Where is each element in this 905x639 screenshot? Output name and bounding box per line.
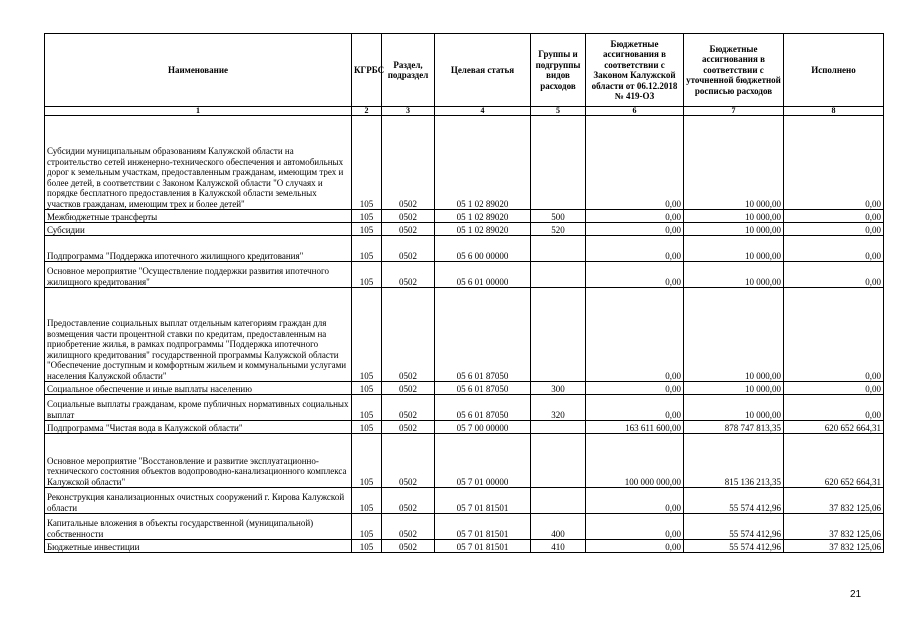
table-row	[45, 382, 884, 395]
header-number: 7	[684, 107, 784, 116]
cell-target-article: 05 6 00 00000	[435, 236, 531, 262]
cell-expense-type	[531, 116, 586, 210]
cell-kgrbs: 105	[352, 288, 382, 382]
cell-target-article: 05 7 01 81501	[435, 514, 531, 540]
header-number-row	[45, 107, 884, 116]
cell-razdel: 0502	[382, 421, 435, 434]
cell-name: Бюджетные инвестиции	[45, 540, 352, 553]
cell-executed: 0,00	[784, 116, 884, 210]
cell-name: Социальное обеспечение и иные выплаты населению	[45, 382, 352, 395]
cell-kgrbs: 105	[352, 210, 382, 223]
cell-revised-allocation: 55 574 412,96	[684, 488, 784, 514]
header-razdel: Раздел, подраздел	[382, 34, 435, 107]
header-executed: Исполнено	[784, 34, 884, 107]
cell-expense-type: 300	[531, 382, 586, 395]
cell-law-allocation: 0,00	[586, 488, 684, 514]
cell-law-allocation: 0,00	[586, 514, 684, 540]
cell-expense-type	[531, 288, 586, 382]
cell-razdel: 0502	[382, 488, 435, 514]
cell-target-article: 05 7 01 00000	[435, 434, 531, 488]
cell-kgrbs: 105	[352, 395, 382, 421]
table-row	[45, 540, 884, 553]
table-row	[45, 223, 884, 236]
cell-razdel: 0502	[382, 514, 435, 540]
table-row	[45, 514, 884, 540]
cell-law-allocation: 0,00	[586, 395, 684, 421]
cell-target-article: 05 6 01 00000	[435, 262, 531, 288]
header-number: 6	[586, 107, 684, 116]
cell-revised-allocation: 10 000,00	[684, 382, 784, 395]
cell-name: Социальные выплаты гражданам, кроме публичных нормативных социальных выплат	[45, 395, 352, 421]
cell-expense-type	[531, 262, 586, 288]
header-kgrbs: КГРБС	[352, 34, 382, 107]
header-number: 2	[352, 107, 382, 116]
cell-name: Подпрограмма "Чистая вода в Калужской области"	[45, 421, 352, 434]
cell-razdel: 0502	[382, 382, 435, 395]
cell-law-allocation: 163 611 600,00	[586, 421, 684, 434]
cell-expense-type: 400	[531, 514, 586, 540]
cell-name: Субсидии муниципальным образованиям Калужской области на строительство сетей инженерно-технического обеспечения и автомобильных дорог к земельным участкам, предоставленным гражданам, имеющим трех и более детей, в соответствии с Законом Калужской области "О случаях и порядке бесплатного предоставления в Калужской области земельных участков гражданам, имеющим трех и более детей"	[45, 116, 352, 210]
cell-executed: 37 832 125,06	[784, 514, 884, 540]
cell-law-allocation: 0,00	[586, 262, 684, 288]
cell-law-allocation: 100 000 000,00	[586, 434, 684, 488]
table-row	[45, 262, 884, 288]
cell-revised-allocation: 10 000,00	[684, 223, 784, 236]
table-row	[45, 236, 884, 262]
cell-law-allocation: 0,00	[586, 116, 684, 210]
header-expense-type: Группы и подгруппы видов расходов	[531, 34, 586, 107]
cell-expense-type	[531, 434, 586, 488]
cell-target-article: 05 6 01 87050	[435, 288, 531, 382]
table-row	[45, 488, 884, 514]
cell-revised-allocation: 10 000,00	[684, 262, 784, 288]
cell-revised-allocation: 878 747 813,35	[684, 421, 784, 434]
cell-executed: 37 832 125,06	[784, 540, 884, 553]
table-row	[45, 210, 884, 223]
cell-razdel: 0502	[382, 262, 435, 288]
page-number: 21	[850, 589, 862, 600]
header-number: 4	[435, 107, 531, 116]
cell-kgrbs: 105	[352, 514, 382, 540]
cell-expense-type: 500	[531, 210, 586, 223]
table-row	[45, 116, 884, 210]
cell-executed: 0,00	[784, 262, 884, 288]
header-row	[45, 34, 884, 107]
cell-kgrbs: 105	[352, 540, 382, 553]
cell-revised-allocation: 10 000,00	[684, 210, 784, 223]
cell-expense-type	[531, 488, 586, 514]
cell-law-allocation: 0,00	[586, 236, 684, 262]
cell-razdel: 0502	[382, 434, 435, 488]
cell-executed: 0,00	[784, 288, 884, 382]
cell-kgrbs: 105	[352, 262, 382, 288]
cell-executed: 0,00	[784, 395, 884, 421]
table-row	[45, 395, 884, 421]
cell-revised-allocation: 55 574 412,96	[684, 514, 784, 540]
cell-revised-allocation: 10 000,00	[684, 395, 784, 421]
cell-revised-allocation: 815 136 213,35	[684, 434, 784, 488]
cell-law-allocation: 0,00	[586, 540, 684, 553]
cell-name: Межбюджетные трансферты	[45, 210, 352, 223]
header-law-allocation: Бюджетные ассигнования в соответствии с Законом Калужской области от 06.12.2018 № 419-ОЗ	[586, 34, 684, 107]
cell-expense-type: 320	[531, 395, 586, 421]
cell-kgrbs: 105	[352, 488, 382, 514]
cell-expense-type	[531, 236, 586, 262]
cell-name: Подпрограмма "Поддержка ипотечного жилищного кредитования"	[45, 236, 352, 262]
cell-name: Субсидии	[45, 223, 352, 236]
cell-executed: 0,00	[784, 223, 884, 236]
cell-name: Основное мероприятие "Восстановление и развитие эксплуатационно-технического состояния объектов водопроводно-канализационного комплекса Калужской области"	[45, 434, 352, 488]
cell-executed: 37 832 125,06	[784, 488, 884, 514]
cell-target-article: 05 6 01 87050	[435, 382, 531, 395]
header-revised-allocation: Бюджетные ассигнования в соответствии с уточненной бюджетной росписью расходов	[684, 34, 784, 107]
cell-target-article: 05 7 00 00000	[435, 421, 531, 434]
budget-table	[44, 33, 884, 553]
cell-kgrbs: 105	[352, 116, 382, 210]
cell-name: Предоставление социальных выплат отдельным категориям граждан для возмещения части процентной ставки по кредитам, предоставленным на приобретение жилья, в рамках подпрограммы "Поддержка ипотечного жилищного кредитования" государственной программы Калужской области "Обеспечение доступным и комфортным жильем и коммунальными услугами населения Калужской области"	[45, 288, 352, 382]
cell-revised-allocation: 10 000,00	[684, 116, 784, 210]
cell-razdel: 0502	[382, 236, 435, 262]
cell-executed: 620 652 664,31	[784, 421, 884, 434]
cell-razdel: 0502	[382, 210, 435, 223]
header-number: 3	[382, 107, 435, 116]
cell-kgrbs: 105	[352, 236, 382, 262]
cell-name: Основное мероприятие "Осуществление поддержки развития ипотечного жилищного кредитования"	[45, 262, 352, 288]
header-target-article: Целевая статья	[435, 34, 531, 107]
cell-kgrbs: 105	[352, 434, 382, 488]
cell-law-allocation: 0,00	[586, 288, 684, 382]
cell-target-article: 05 1 02 89020	[435, 210, 531, 223]
cell-target-article: 05 6 01 87050	[435, 395, 531, 421]
cell-executed: 0,00	[784, 236, 884, 262]
cell-target-article: 05 1 02 89020	[435, 223, 531, 236]
header-number: 1	[45, 107, 352, 116]
cell-target-article: 05 7 01 81501	[435, 540, 531, 553]
cell-executed: 0,00	[784, 210, 884, 223]
cell-kgrbs: 105	[352, 382, 382, 395]
cell-law-allocation: 0,00	[586, 210, 684, 223]
cell-expense-type: 520	[531, 223, 586, 236]
cell-name: Капитальные вложения в объекты государственной (муниципальной) собственности	[45, 514, 352, 540]
cell-razdel: 0502	[382, 288, 435, 382]
cell-executed: 0,00	[784, 382, 884, 395]
header-number: 8	[784, 107, 884, 116]
cell-expense-type	[531, 421, 586, 434]
cell-law-allocation: 0,00	[586, 223, 684, 236]
cell-revised-allocation: 10 000,00	[684, 288, 784, 382]
cell-razdel: 0502	[382, 540, 435, 553]
header-number: 5	[531, 107, 586, 116]
cell-razdel: 0502	[382, 223, 435, 236]
cell-revised-allocation: 10 000,00	[684, 236, 784, 262]
cell-target-article: 05 1 02 89020	[435, 116, 531, 210]
cell-expense-type: 410	[531, 540, 586, 553]
cell-executed: 620 652 664,31	[784, 434, 884, 488]
table-row	[45, 434, 884, 488]
header-name: Наименование	[45, 34, 352, 107]
cell-razdel: 0502	[382, 395, 435, 421]
cell-razdel: 0502	[382, 116, 435, 210]
cell-revised-allocation: 55 574 412,96	[684, 540, 784, 553]
table-row	[45, 421, 884, 434]
table-row	[45, 288, 884, 382]
cell-kgrbs: 105	[352, 421, 382, 434]
cell-target-article: 05 7 01 81501	[435, 488, 531, 514]
cell-kgrbs: 105	[352, 223, 382, 236]
cell-name: Реконструкция канализационных очистных сооружений г. Кирова Калужской области	[45, 488, 352, 514]
cell-law-allocation: 0,00	[586, 382, 684, 395]
